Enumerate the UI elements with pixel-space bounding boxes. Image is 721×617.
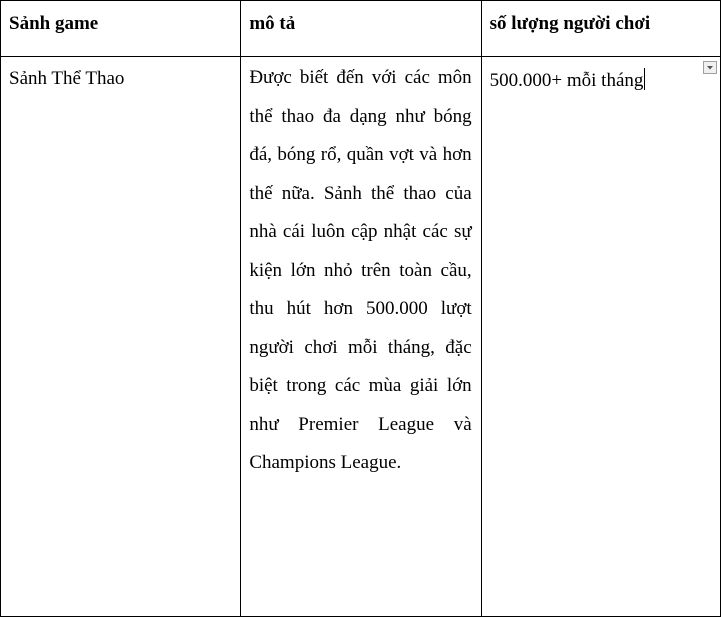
cell-hall[interactable] — [1, 57, 241, 617]
chevron-down-icon — [704, 62, 716, 73]
header-label-hall: Sảnh game — [9, 13, 99, 34]
header-label-players: số lượng người chơi — [489, 13, 651, 34]
hall-description: Được biết đến với các môn thể thao đa dạng như bóng đá, bóng rổ, quần vợt và hơn thế nữa. Sảnh thể thao của nhà cái luôn cập nhật các sự kiện lớn nhỏ trên toàn cầu, thu hút hơn 500.000 lượt người chơi mỗi tháng, đặc biệt trong các mùa giải lớn như Premier League và Champions League. — [249, 67, 472, 473]
cell-description[interactable] — [241, 57, 481, 617]
header-cell-hall[interactable] — [1, 1, 241, 57]
header-label-description: mô tả — [249, 13, 296, 34]
cell-dropdown-button[interactable] — [703, 61, 717, 74]
hall-name: Sảnh Thể Thao — [9, 68, 125, 89]
cell-players[interactable] — [481, 57, 720, 617]
header-cell-players[interactable] — [481, 1, 720, 57]
player-count: 500.000+ mỗi tháng — [489, 70, 644, 91]
table-row — [1, 57, 721, 617]
text-cursor — [644, 68, 645, 90]
players-cell-content — [482, 57, 720, 92]
